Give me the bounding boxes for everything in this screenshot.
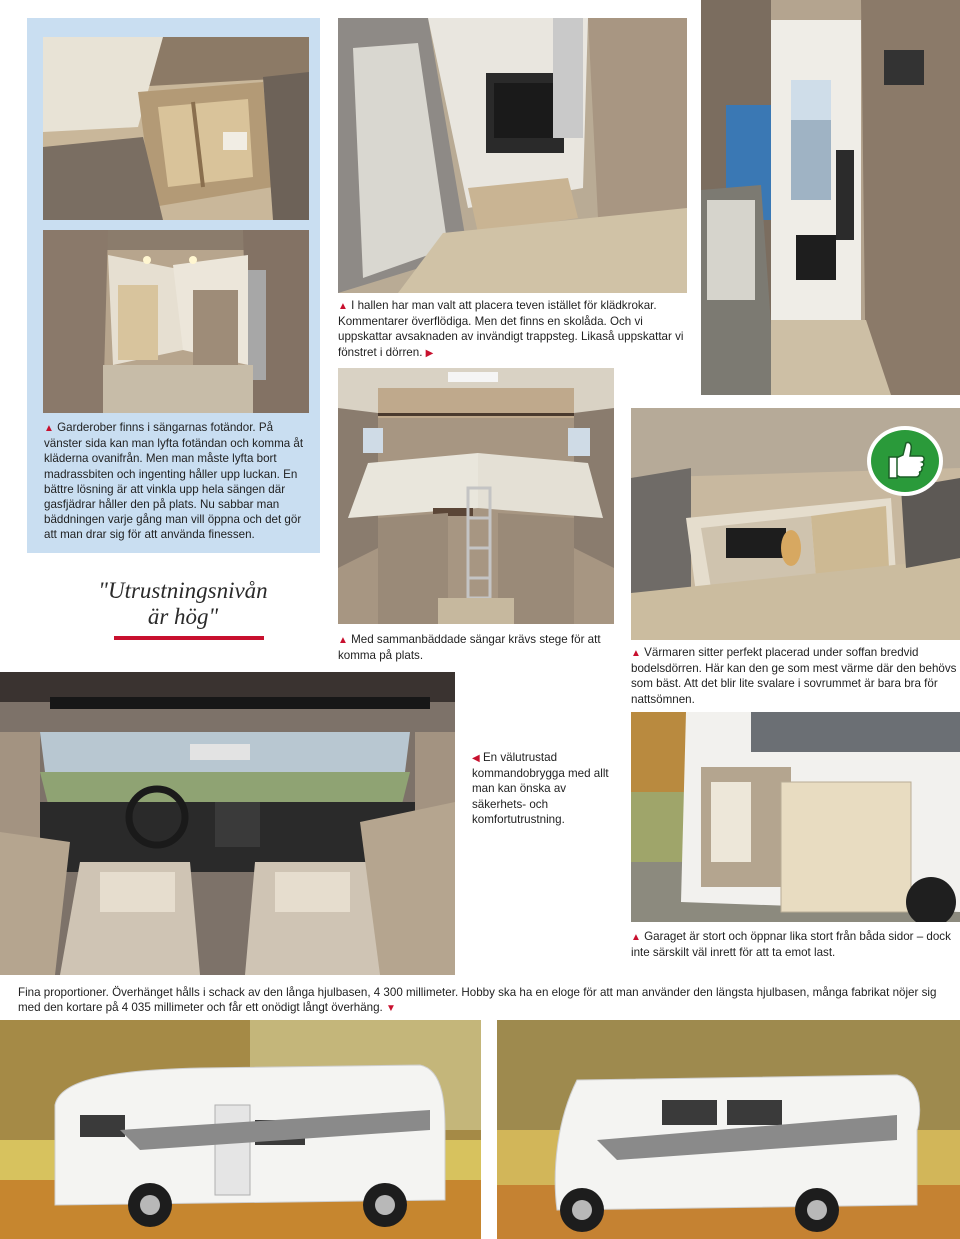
marker-up: ▲ <box>44 423 54 434</box>
marker-down: ▼ <box>386 1003 396 1015</box>
caption-cockpit-text: En välutrustad kommandobrygga med allt man kan önska av säkerhets- och komfortutrustning. <box>472 751 609 826</box>
photo-cockpit-graphic <box>0 672 455 975</box>
caption-heater-text: Värmaren sitter perfekt placerad under soffan bredvid bodelsdörren. Här kan den ge som mest värme där den behövs som bäst. Att det blir lite svalare i sovrummet är bara bra för nattsömnen. <box>631 646 957 706</box>
caption-cockpit <box>472 750 622 827</box>
thumbs-up-icon <box>866 425 944 497</box>
photo-hallway-tv <box>338 18 687 293</box>
photo-cockpit <box>0 672 455 975</box>
photo-exterior-left <box>0 1020 481 1239</box>
caption-beds <box>338 632 614 663</box>
photo-wardrobe-top <box>43 37 309 220</box>
photo-wardrobe-foot <box>43 230 309 413</box>
photo-beds-ladder <box>338 368 614 624</box>
photo-exterior-left-graphic <box>0 1020 481 1239</box>
caption-hall <box>338 298 687 361</box>
marker-up: ▲ <box>631 648 641 659</box>
pull-quote-line-1: "Utrustningsnivån <box>98 578 268 603</box>
caption-proportions <box>18 985 943 1016</box>
photo-garage <box>631 712 960 922</box>
photo-wardrobe-top-graphic <box>43 37 309 220</box>
photo-wardrobe-foot-graphic <box>43 230 309 413</box>
photo-hallway-tv-graphic <box>338 18 687 293</box>
caption-wardrobe-text: Garderober finns i sängarnas fotändor. På vänster sida kan man lyfta fotändan och komma åt kläderna ovanifrån. Men man måste lyfta bort madrassbiten och ingenting håller upp luckan. En bättre lösning är att vinkla upp hela sängen där gasfjädrar håller den på plats. Nu sabbar man bäddningen varje gång man vill öppna och det gör att man drar sig för att använda finessen. <box>44 421 304 542</box>
photo-door-window-graphic <box>701 0 960 395</box>
caption-proportions-text: Fina proportioner. Överhänget hålls i schack av den långa hjulbasen, 4 300 millimeter. Hobby ska ha en eloge för att man använder den längsta hjulbasen, många fabrikat nöjer sig med den kortare på 4 035 millimeter och får ett onödigt långt överhäng. <box>18 986 937 1015</box>
photo-garage-graphic <box>631 712 960 922</box>
photo-beds-ladder-graphic <box>338 368 614 624</box>
marker-up: ▲ <box>338 301 348 312</box>
pull-quote <box>88 578 278 630</box>
caption-hall-text: I hallen har man valt att placera teven istället för klädkrokar. Kommentarer överflödiga. Men det finns en skolåda. Och vi uppskattar avsaknaden av invändigt trappsteg. Likaså uppskattar vi fönstret i dörren. <box>338 299 684 359</box>
pull-quote-rule <box>114 636 264 640</box>
marker-right: ▶ <box>425 347 434 359</box>
photo-exterior-right-graphic <box>497 1020 960 1239</box>
marker-up: ▲ <box>631 932 641 943</box>
caption-garage-text: Garaget är stort och öppnar lika stort från båda sidor – dock inte särskilt väl inrett för att ta emot last. <box>631 930 951 960</box>
caption-garage <box>631 929 960 960</box>
marker-up: ▲ <box>338 635 348 646</box>
pull-quote-line-2: är hög" <box>147 604 219 629</box>
photo-door-window <box>701 0 960 395</box>
caption-heater <box>631 645 960 707</box>
photo-exterior-right <box>497 1020 960 1239</box>
caption-beds-text: Med sammanbäddade sängar krävs stege för att komma på plats. <box>338 633 601 663</box>
marker-left: ◀ <box>472 753 480 764</box>
caption-wardrobe <box>44 420 310 543</box>
thumbs-up-badge-graphic <box>866 425 944 497</box>
